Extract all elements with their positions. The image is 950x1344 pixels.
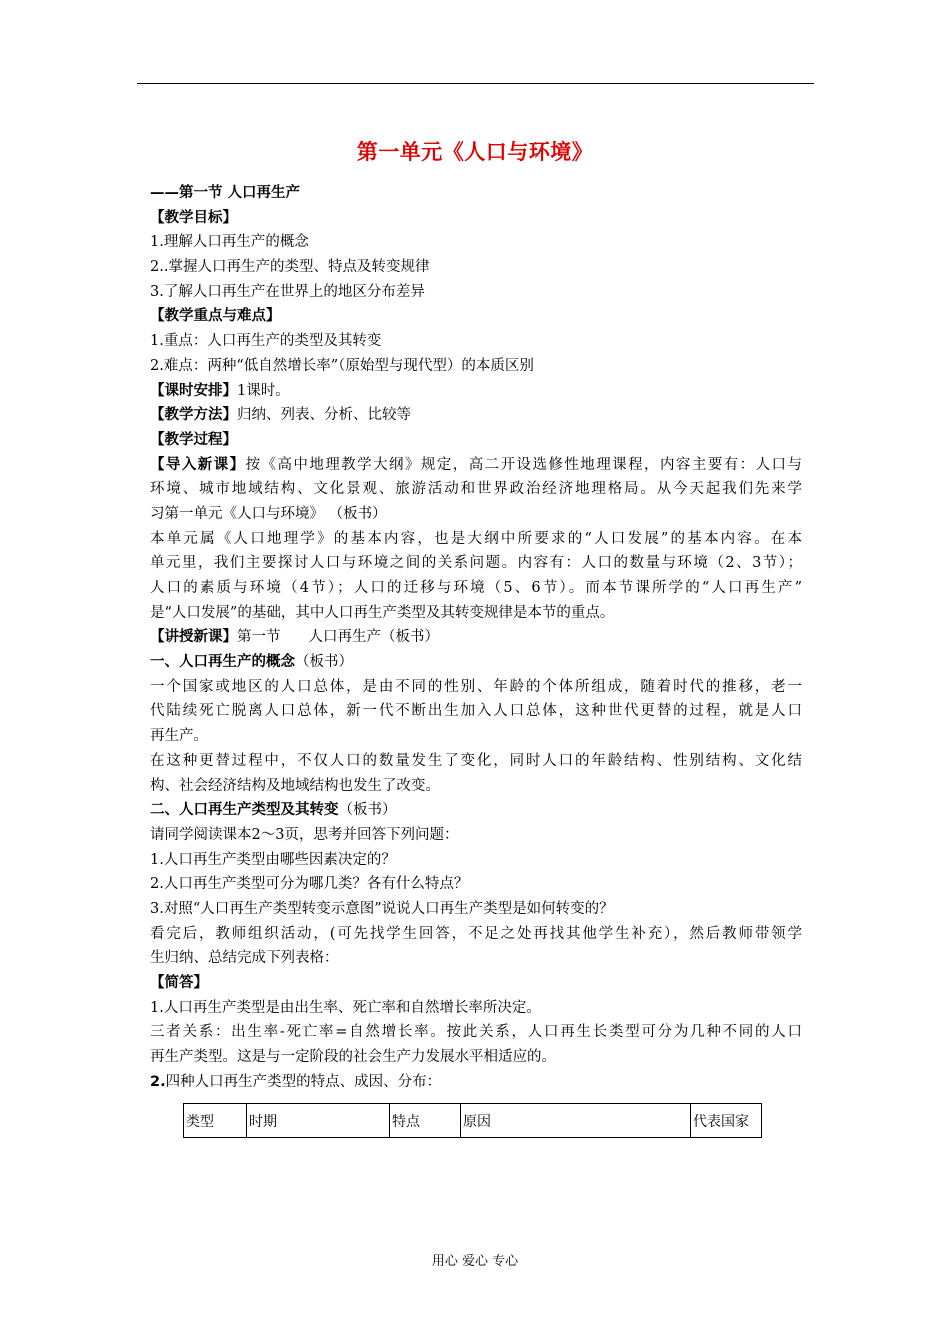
lecture-part: 第一节	[237, 629, 281, 646]
unit-paragraph-line: 本单元属《人口地理学》的基本内容，也是大纲中所要求的“人口发展”的基本内容。在本	[150, 530, 802, 547]
header-rule	[137, 83, 814, 84]
schedule-text: 1课时。	[237, 382, 290, 399]
goal-item: 3.了解人口再生产在世界上的地区分布差异	[150, 283, 425, 300]
method-label: 【教学方法】	[150, 407, 237, 424]
answer-heading: 【简答】	[150, 975, 208, 991]
question-item: 2.人口再生产类型可分为哪几类？各有什么特点？	[150, 876, 469, 893]
intro-line	[150, 453, 802, 478]
table-header-cell: 类型	[184, 1104, 247, 1138]
intro-label: 【导入新课】	[150, 456, 246, 473]
types-table	[183, 1103, 762, 1138]
activity-line: 看完后，教师组织活动，(可先找学生回答，不足之处再找其他学生补充），然后教师带领学	[150, 925, 802, 942]
process-heading: 【教学过程】	[150, 431, 237, 448]
reading-instruction: 请同学阅读课本2～3页，思考并回答下列问题：	[150, 826, 459, 843]
concept-paragraph-line: 再生产。	[150, 728, 208, 745]
schedule-line	[150, 379, 802, 404]
method-text: 归纳、列表、分析、比较等	[237, 407, 411, 424]
concept-paragraph-line: 代陆续死亡脱离人口总体，新一代不断出生加入人口总体，这种世代更替的过程，就是人口	[150, 703, 802, 720]
table-header-cell: 特点	[390, 1104, 461, 1138]
answer-text: 四种人口再生产类型的特点、成因、分布：	[165, 1073, 442, 1090]
answer-number: 2.	[150, 1073, 166, 1090]
goal-item: 1.理解人口再生产的概念	[150, 234, 309, 251]
intro-line: 环境、城市地域结构、文化景观、旅游活动和世界政治经济地理格局。从今天起我们先来学	[150, 481, 802, 498]
schedule-label: 【课时安排】	[150, 382, 237, 399]
lecture-part: 人口再生产（板书）	[308, 629, 439, 646]
types-note: （板书）	[338, 802, 397, 819]
intro-text: 按《高中地理教学大纲》规定，高二开设选修性地理课程，内容主要有：人口与	[245, 456, 802, 473]
concept-paragraph-line: 一个国家或地区的人口总体，是由不同的性别、年龄的个体所组成，随着时代的推移，老一	[150, 678, 802, 695]
goals-heading: 【教学目标】	[150, 209, 237, 226]
unit-paragraph-line: 单元里，我们主要探讨人口与环境之间的关系问题。内容有：人口的数量与环境（2、3节）；	[150, 555, 802, 572]
relation-line: 再生产类型。这是与一定阶段的社会生产力发展水平相适应的。	[150, 1049, 556, 1066]
table-header-cell: 原因	[461, 1104, 691, 1138]
answer-line: 1.人口再生产类型是由出生率、死亡率和自然增长率所决定。	[150, 999, 541, 1016]
table-row	[184, 1104, 762, 1138]
concept-heading: 一、人口再生产的概念	[150, 654, 295, 671]
lecture-line	[150, 625, 802, 650]
page-footer: 用心 爱心 专心	[431, 1254, 519, 1269]
page-title: 第一单元《人口与环境》	[356, 140, 594, 164]
goal-item: 2..掌握人口再生产的类型、特点及转变规律	[150, 259, 430, 276]
intro-line: 习第一单元《人口与环境》 （板书）	[150, 505, 387, 522]
unit-paragraph-line: 人口的素质与环境（4节）；人口的迁移与环境（5、6节）。而本节课所学的“人口再生产”	[150, 580, 802, 596]
key-point-item: 2.难点：两种“低自然增长率”（原始型与现代型）的本质区别	[150, 357, 534, 374]
concept-note: （板书）	[295, 654, 353, 671]
section-heading: ——第一节 人口再生产	[150, 185, 301, 201]
document-body	[150, 181, 802, 1094]
method-line	[150, 403, 802, 428]
types-heading-line	[150, 798, 802, 823]
table-header-cell: 代表国家	[691, 1104, 762, 1138]
key-points-heading: 【教学重点与难点】	[150, 308, 281, 325]
types-heading: 二、人口再生产类型及其转变	[150, 802, 339, 819]
question-item: 3.对照“人口再生产类型转变示意图”说说人口再生产类型是如何转变的？	[150, 900, 614, 917]
question-item: 1.人口再生产类型由哪些因素决定的？	[150, 851, 396, 868]
unit-paragraph-line: 是“人口发展”的基础，其中人口再生产类型及其转变规律是本节的重点。	[150, 604, 615, 621]
concept-paragraph-line: 构、社会经济结构及地域结构也发生了改变。	[150, 777, 440, 794]
table-header-cell: 时期	[247, 1104, 390, 1138]
relation-line: 三者关系：出生率-死亡率=自然增长率。按此关系，人口再生长类型可分为几种不同的人口	[150, 1024, 802, 1041]
key-point-item: 1.重点：人口再生产的类型及其转变	[150, 333, 382, 350]
concept-heading-line	[150, 650, 802, 675]
concept-paragraph-line: 在这种更替过程中，不仅人口的数量发生了变化，同时人口的年龄结构、性别结构、文化结	[150, 752, 802, 769]
activity-line: 生归纳、总结完成下列表格：	[150, 950, 339, 967]
answer-line	[150, 1070, 802, 1095]
lecture-label: 【讲授新课】	[150, 629, 237, 646]
